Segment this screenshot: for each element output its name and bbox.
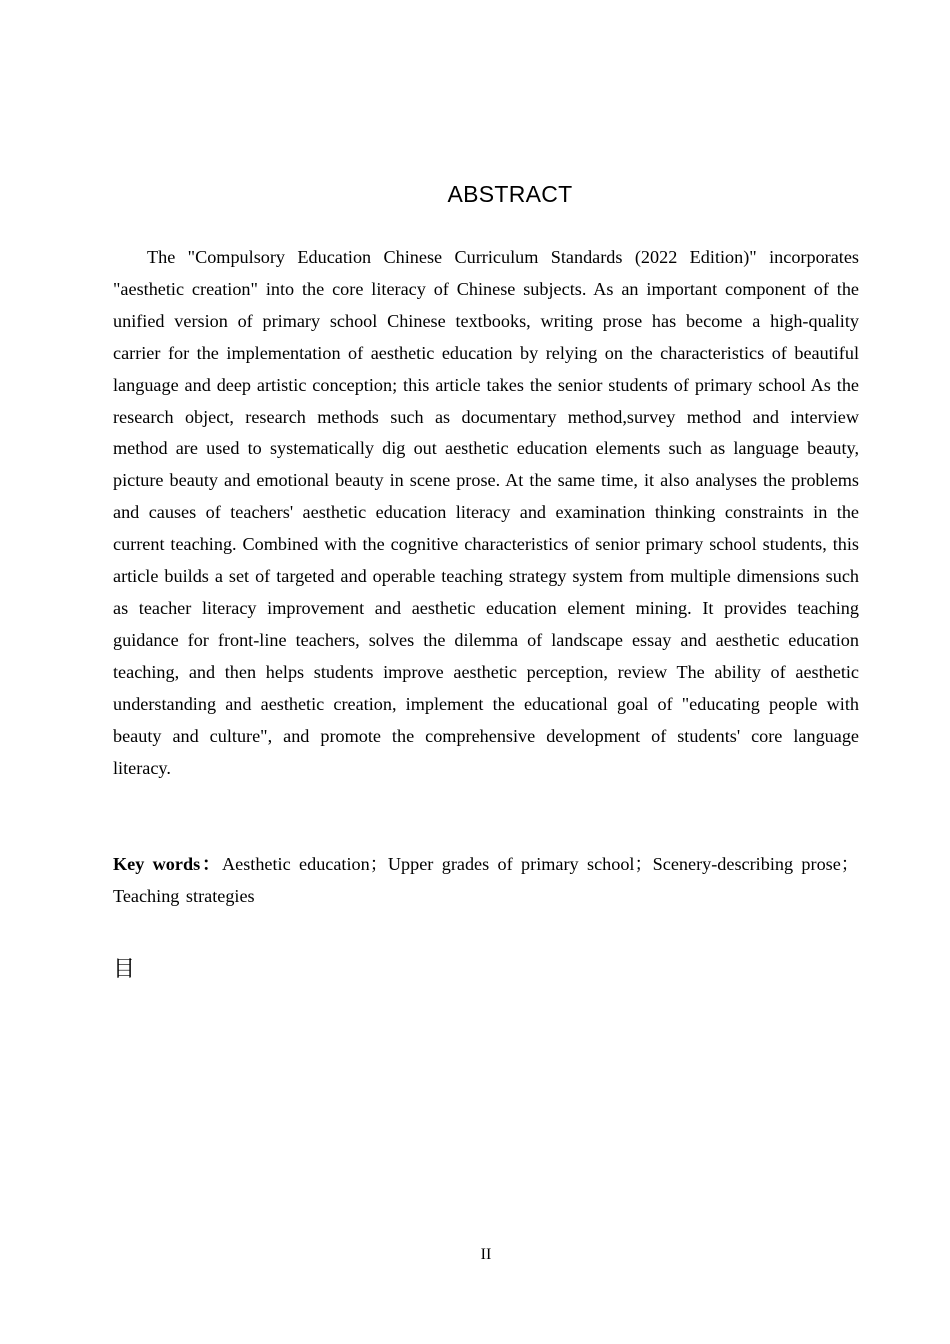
keywords-paragraph bbox=[113, 849, 859, 913]
keywords-label: Key words： bbox=[113, 854, 222, 874]
toc-heading: 目 bbox=[113, 957, 136, 982]
keywords-text: Aesthetic education；Upper grades of primary school；Scenery-describing prose；Teaching strategies bbox=[113, 854, 859, 906]
page-number: II bbox=[480, 1246, 492, 1263]
abstract-paragraph: The "Compulsory Education Chinese Curriculum Standards (2022 Edition)" incorporates "aesthetic creation" into the core literacy of Chinese subjects. As an important component of the unified version of primary school Chinese textbooks, writing prose has become a high-quality carrier for the implementation of aesthetic education by relying on the characteristics of beautiful language and deep artistic conception; this article takes the senior students of primary school As the research object, research methods such as documentary method,survey method and interview method are used to systematically dig out aesthetic education elements such as language beauty, picture beauty and emotional beauty in scene prose. At the same time, it also analyses the problems and causes of teachers' aesthetic education literacy and examination thinking constraints in the current teaching. Combined with the cognitive characteristics of senior primary school students, this article builds a set of targeted and operable teaching strategy system from multiple dimensions such as teacher literacy improvement and aesthetic education element mining. It provides teaching guidance for front-line teachers, solves the dilemma of landscape essay and aesthetic education teaching, and then helps students improve aesthetic perception, review The ability of aesthetic understanding and aesthetic creation, implement the educational goal of "educating people with beauty and culture", and promote the comprehensive development of students' core language literacy. bbox=[113, 247, 859, 778]
abstract-title: ABSTRACT bbox=[447, 181, 573, 207]
